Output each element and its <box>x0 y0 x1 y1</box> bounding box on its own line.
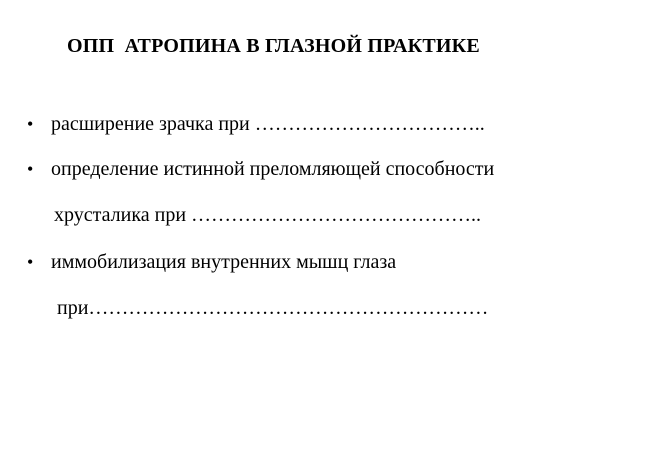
slide-title: ОПП АТРОПИНА В ГЛАЗНОЙ ПРАКТИКЕ <box>67 35 480 57</box>
bullet-marker: • <box>27 252 34 272</box>
list-item-refraction-continued: хрусталика при …………………………………….. <box>54 204 482 226</box>
list-item-immobilization-continued: при…………………………………………………… <box>57 297 489 319</box>
list-item-pupil-dilation: расширение зрачка при …………………………….. <box>51 113 485 135</box>
bullet-marker: • <box>27 159 34 179</box>
list-item-immobilization: иммобилизация внутренних мышц глаза <box>51 251 397 273</box>
bullet-marker: • <box>27 114 34 134</box>
list-item-refraction: определение истинной преломляющей способности <box>51 158 495 180</box>
